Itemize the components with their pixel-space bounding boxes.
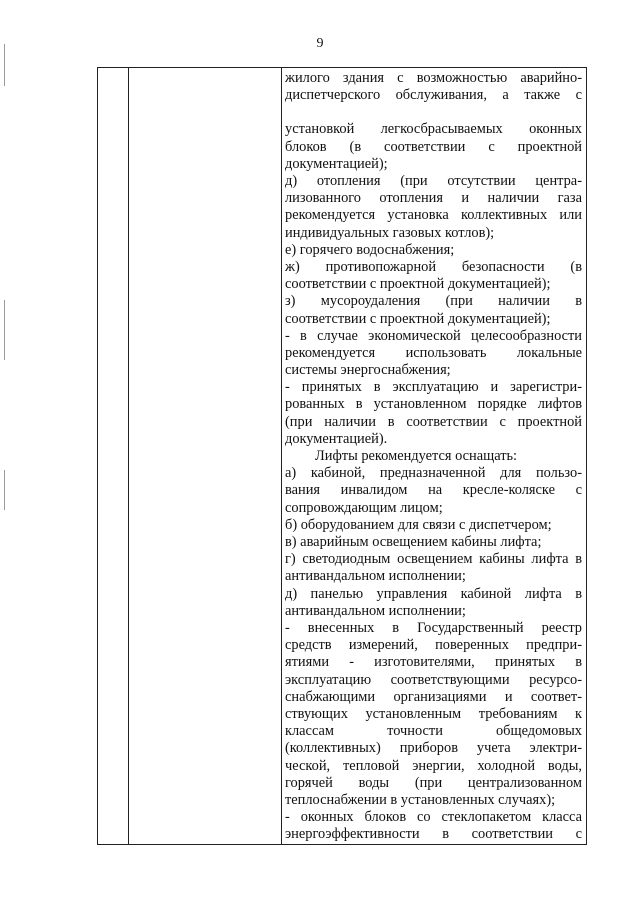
text-line: вания инвалидом на кресле-коляске с	[285, 482, 582, 499]
text-line: снабжающими организациями и соответ-	[285, 688, 582, 705]
text-line: антивандальном исполнении;	[285, 568, 466, 585]
text-line: ствующих установленным требованиям к	[285, 705, 582, 722]
text-line: индивидуальных газовых котлов);	[285, 224, 495, 241]
text-line: теплоснабжении в установленных случаях);	[285, 791, 556, 808]
text-line: эксплуатацию соответствующими ресурсо-	[285, 671, 582, 688]
text-line: диспетчерского обслуживания, а также с	[285, 87, 582, 104]
table-cell-text	[285, 70, 582, 843]
text-line: ческой, тепловой энергии, холодной воды,	[285, 757, 582, 774]
text-line: системы энергоснабжения;	[285, 362, 451, 379]
text-line: г) светодиодным освещением кабины лифта в	[285, 551, 582, 568]
document-table	[97, 67, 587, 845]
text-line: - оконных блоков со стеклопакетом класса	[285, 809, 582, 826]
text-line: средств измерений, поверенных предпри-	[285, 637, 582, 654]
text-line: а) кабиной, предназначенной для пользо-	[285, 465, 582, 482]
text-line: - внесенных в Государственный реестр	[285, 620, 582, 637]
text-line: - в случае экономической целесообразности	[285, 327, 582, 344]
text-line: рекомендуется установка коллективных или	[285, 207, 582, 224]
text-line: установкой легкосбрасываемых оконных	[285, 121, 582, 138]
text-line: лизованного отопления и наличии газа	[285, 190, 582, 207]
text-line: в) аварийным освещением кабины лифта;	[285, 534, 542, 551]
text-line: - принятых в эксплуатацию и зарегистри-	[285, 379, 582, 396]
table-column-divider	[128, 68, 129, 844]
text-line: б) оборудованием для связи с диспетчером;	[285, 516, 552, 533]
text-line: документацией);	[285, 155, 388, 172]
text-line: з) мусороудаления (при наличии в	[285, 293, 582, 310]
text-line: классам точности общедомовых	[285, 723, 582, 740]
scan-edge-mark	[4, 470, 5, 510]
text-line: рекомендуется использовать локальные	[285, 344, 582, 361]
text-line: блоков (в соответствии с проектной	[285, 138, 582, 155]
table-column-divider	[281, 68, 282, 844]
text-line: рованных в установленном порядке лифтов	[285, 396, 582, 413]
text-line: д) отопления (при отсутствии центра-	[285, 172, 582, 189]
text-line: энергоэффективности в соответствии с	[285, 826, 582, 843]
scan-edge-mark	[4, 44, 5, 86]
text-line: соответствии с проектной документацией);	[285, 310, 551, 327]
text-line: д) панелью управления кабиной лифта в	[285, 585, 582, 602]
text-line: е) горячего водоснабжения;	[285, 241, 455, 258]
text-line: Лифты рекомендуется оснащать:	[315, 448, 518, 465]
scan-edge-mark	[4, 300, 5, 360]
text-line: соответствии с проектной документацией);	[285, 276, 551, 293]
text-line: документацией).	[285, 430, 388, 447]
text-line: (коллективных) приборов учета электри-	[285, 740, 582, 757]
text-line: ж) противопожарной безопасности (в	[285, 258, 582, 275]
text-line: антивандальном исполнении;	[285, 602, 466, 619]
text-line: горячей воды (при централизованном	[285, 774, 582, 791]
text-line: жилого здания с возможностью аварийно-	[285, 70, 582, 86]
text-line: (при наличии в соответствии с проектной	[285, 413, 582, 430]
paragraph-gap	[285, 104, 582, 121]
page-number: 9	[316, 36, 324, 51]
text-line: сопровождающим лицом;	[285, 499, 443, 516]
text-line: ятиями - изготовителями, принятых в	[285, 654, 582, 671]
